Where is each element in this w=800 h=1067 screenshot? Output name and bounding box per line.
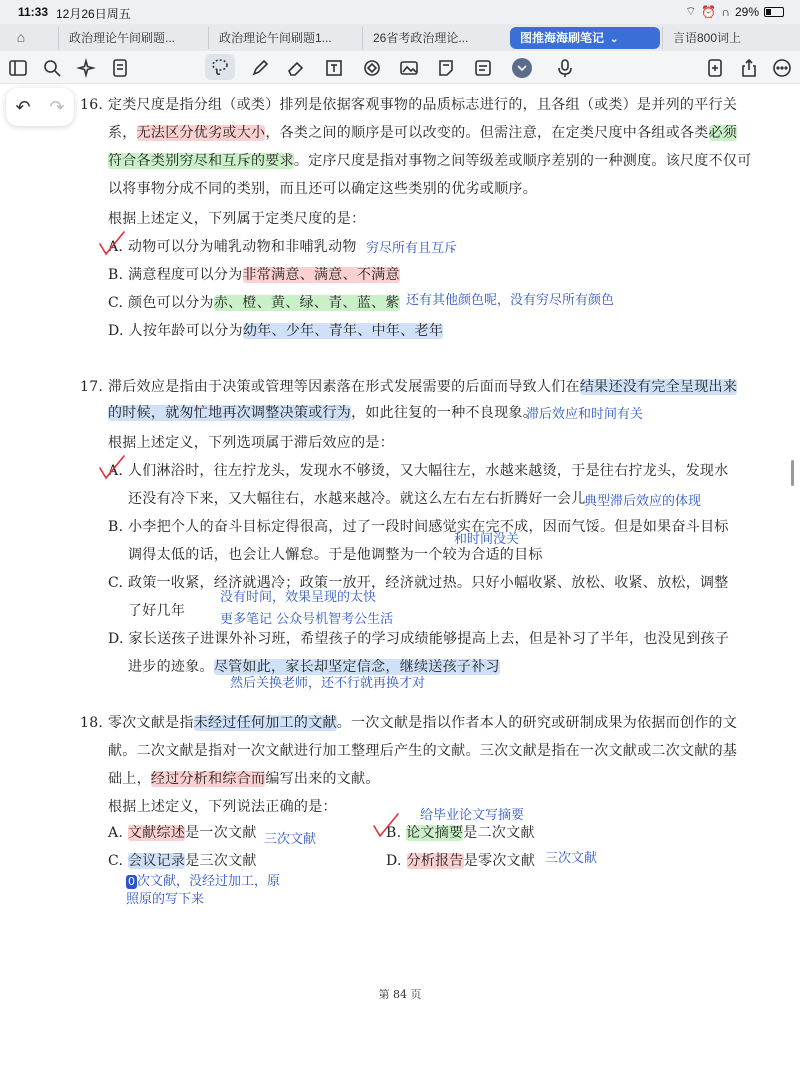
q17-note-c: 没有时间，效果呈现的太快 (220, 590, 377, 605)
q18-option-a-text: 是一次文献 (185, 825, 257, 841)
q16-option-c (108, 292, 400, 312)
q18-text-1a: 零次文献是指 (107, 715, 194, 731)
tab-bar (0, 24, 800, 51)
q17-note-definition: 滞后效应和时间有关 (526, 407, 644, 422)
eraser-icon[interactable] (284, 56, 308, 80)
wifi-icon: ⌔ (685, 4, 697, 18)
tab-4-active[interactable] (510, 27, 660, 49)
q16-note-c: 还有其他颜色呢，没有穷尽所有颜色 (406, 293, 615, 308)
tab-1[interactable] (58, 27, 208, 49)
lasso-icon[interactable] (205, 54, 235, 80)
q16-line-4: 以将事物分成不同的类别，而且还可以确定这些类别的优劣或顺序。 (108, 181, 537, 197)
q16-text-1: 定类尺度是指分组（或类）排列是依据客观事物的品质标志进行的，且各组（或类）是并列的平行关 (107, 97, 738, 113)
q18-option-c-text: 是三次文献 (185, 853, 257, 869)
q17-note-b: 和时间没关 (454, 532, 520, 547)
battery-percent: 29% (734, 4, 759, 19)
q17-option-d-highlight: 尽管如此，家长却坚定信念，继续送孩子补习 (213, 659, 500, 675)
q17-highlight-2: 的时候，就匆忙地再次调整决策或行为 (108, 405, 352, 421)
q16-line-3 (108, 150, 752, 170)
home-icon[interactable]: ⌂ (16, 29, 26, 45)
q17-option-d-1: D. 家长送孩子进课外补习班，希望孩子的学习成绩能够提高上去，但是补习了半年，也没见到孩子 (108, 631, 730, 647)
headphones-icon: ∩ (721, 4, 730, 19)
q18-option-a-prefix: A. (108, 825, 128, 841)
q16-option-b (108, 264, 400, 284)
q18-note-c-badge: 0 (128, 875, 135, 888)
toolbar (0, 51, 800, 84)
q18-text-3a: 础上， (108, 771, 151, 787)
q18-option-c-prefix: C. (108, 853, 129, 869)
q17-highlight-1: 结果还没有完全呈现出来 (579, 379, 738, 395)
q18-option-d (386, 850, 535, 870)
q18-option-b-highlight: 论文摘要 (406, 825, 464, 841)
q16-highlight-1: 无法区分优劣或大小 (136, 125, 266, 141)
q17-question: 根据上述定义，下列选项属于滞后效应的是： (108, 435, 394, 451)
q16-option-d-highlight: 幼年、少年、青年、中年、老年 (242, 323, 444, 339)
q16-text-3b: 。定序尺度是指对事物之间等级差或顺序差别的一种测度。该尺度不仅可 (293, 153, 752, 169)
q18-question: 根据上述定义，下列说法正确的是： (108, 799, 337, 815)
battery-icon (764, 7, 784, 17)
q18-highlight-2: 经过分析和综合而 (150, 771, 266, 787)
q17-option-c-1: C. 政策一收紧，经济就遇冷；政策一放开，经济就过热。只好小幅收紧、放松、收紧、放松，调整 (108, 575, 729, 591)
q18-note-c-text-1: 次文献，没经过加工，原 (137, 874, 281, 889)
page-number: 第 84 页 (378, 988, 422, 1001)
chevron-down-icon[interactable] (512, 58, 532, 78)
chevron-down-icon: ⌄ (610, 34, 619, 45)
q17-option-b-2: 调得太低的话，也会让人懈怠。于是他调整为一个较为合适的目标 (128, 547, 543, 563)
q18-line-1 (80, 712, 737, 732)
q18-option-c (108, 850, 257, 870)
add-page-icon[interactable] (703, 56, 727, 80)
microphone-icon[interactable] (553, 56, 577, 80)
tab-2[interactable] (208, 27, 358, 49)
search-icon[interactable] (40, 56, 64, 80)
scroll-handle[interactable] (791, 460, 794, 486)
q17-note-a: 典型滞后效应的体现 (584, 494, 702, 509)
q18-note-c-1 (126, 870, 280, 889)
pen-icon[interactable] (248, 56, 272, 80)
q17-line-2 (108, 402, 537, 422)
q17-option-a-1: A. 人们淋浴时，往左拧龙头，发现水不够烫，又大幅往左，水越来越烫，于是往右拧龙头，发现水 (108, 463, 729, 479)
q17-option-c-2: 了好几年 (128, 603, 186, 619)
sidebar-icon[interactable] (6, 56, 30, 80)
tab-2-label: 政治理论午间刷题1... (219, 31, 332, 45)
note-icon[interactable] (471, 56, 495, 80)
alarm-icon: ⏰ (701, 4, 717, 19)
q16-option-b-text: B. 满意程度可以分为 (108, 267, 243, 283)
q16-highlight-3: 符合各类别穷尽和互斥的要求 (108, 153, 294, 169)
q18-option-a (108, 822, 257, 842)
q16-option-c-text: C. 颜色可以分为 (108, 295, 214, 311)
q18-line-2: 献。二次文献是指对一次文献进行加工整理后产生的文献。三次文献是指在一次文献或二次文献的基 (108, 743, 738, 759)
q16-option-c-highlight: 赤、橙、黄、绿、青、蓝、紫 (213, 295, 400, 311)
q17-text-2b: ，如此往复的一种不良现象。 (351, 405, 538, 421)
tab-3[interactable] (362, 27, 507, 49)
q18-line-3 (108, 768, 380, 788)
q18-highlight-1: 未经过任何加工的文献 (193, 715, 337, 731)
q16-option-b-highlight: 非常满意、满意、不满意 (242, 267, 400, 283)
checkmark-icon (96, 228, 136, 258)
q18-note-d: 三次文献 (545, 851, 598, 866)
q18-note-b: 给毕业论文写摘要 (420, 808, 525, 823)
q16-question: 根据上述定义，下列属于定类尺度的是： (108, 211, 366, 227)
undo-icon[interactable]: ↶ (15, 96, 31, 118)
q16-highlight-2: 必须 (708, 125, 738, 141)
q18-text-1b: 。一次文献是指以作者本人的研究或研制成果为依据而创作的文 (336, 715, 738, 731)
checkmark-icon (370, 810, 410, 840)
q18-text-3b: 编写出来的文献。 (265, 771, 380, 787)
q16-option-d (108, 320, 443, 340)
status-indicators (685, 4, 784, 19)
shapes-icon[interactable] (360, 56, 384, 80)
share-icon[interactable] (737, 56, 761, 80)
q16-text-2a: 系， (108, 125, 137, 141)
sparkle-icon[interactable] (74, 56, 98, 80)
status-bar (0, 0, 800, 24)
status-time: 11:33 (18, 5, 49, 19)
q16-line-1 (80, 94, 737, 114)
sticky-note-icon[interactable] (434, 56, 458, 80)
q18-option-b-text: 是二次文献 (463, 825, 535, 841)
q18-option-a-highlight: 文献综述 (127, 825, 186, 841)
checkmark-icon (96, 452, 136, 482)
q18-option-b-prefix: B. (386, 825, 407, 841)
q18-number: 18. (80, 715, 104, 731)
q17-number: 17. (80, 379, 104, 395)
q17-note-d: 然后关换老师，还不行就再换才对 (230, 676, 426, 691)
q17-text-1a: 滞后效应是指由于决策或管理等因素落在形式发展需要的后面而导致人们在 (107, 379, 580, 395)
q18-option-d-prefix: D. (386, 853, 407, 869)
q18-note-c-2: 照原的写下来 (126, 892, 205, 907)
q17-option-d-text: 进步的迹象。 (128, 659, 214, 675)
q18-option-c-highlight: 会议记录 (128, 853, 186, 869)
tab-5-label: 言语800词上 (673, 31, 742, 45)
undo-redo-panel (6, 88, 74, 126)
q16-option-a: A. 动物可以分为哺乳动物和非哺乳动物 (108, 239, 357, 255)
q17-option-a-2: 还没有冷下来，又大幅往右，水越来越冷。就这么左右左右折腾好一会儿 (128, 491, 586, 507)
tab-4-label: 图推海海刷笔记 (520, 31, 605, 45)
document-icon[interactable] (108, 56, 132, 80)
q16-line-2 (108, 122, 737, 142)
status-date: 12月26日周五 (56, 7, 131, 21)
tab-5[interactable] (662, 27, 800, 49)
tab-3-label: 26省考政治理论... (373, 31, 469, 45)
textbox-icon[interactable] (322, 56, 346, 80)
q17-option-b-1: B. 小李把个人的奋斗目标定得很高，过了一段时间感觉实在完不成，因而气馁。但是如果奋斗目标 (108, 519, 729, 535)
q18-option-d-highlight: 分析报告 (406, 853, 464, 869)
q17-line-1 (80, 376, 737, 396)
redo-icon[interactable]: ↷ (49, 96, 65, 118)
q16-option-d-text: D. 人按年龄可以分为 (108, 323, 243, 339)
q18-note-a: 三次文献 (264, 832, 317, 847)
image-icon[interactable] (397, 56, 421, 80)
q18-option-d-text: 是零次文献 (463, 853, 536, 869)
q16-number: 16. (80, 97, 104, 113)
q16-text-2b: ，各类之间的顺序是可以改变的。但需注意，在定类尺度中各组或各类 (265, 125, 709, 141)
tab-1-label: 政治理论午间刷题... (69, 31, 176, 45)
q17-note-c-2: 更多笔记 公众号机智考公生活 (220, 612, 394, 627)
more-icon[interactable] (770, 56, 794, 80)
q16-note-a: 穷尽所有且互斥 (366, 241, 458, 256)
